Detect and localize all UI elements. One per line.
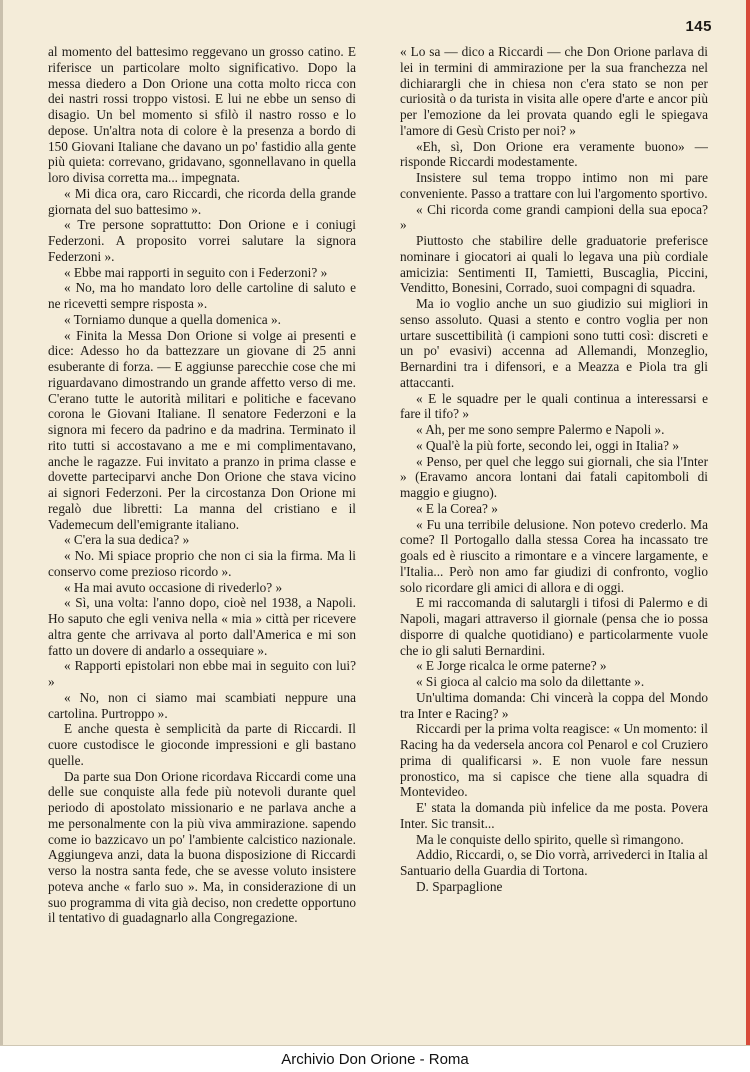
- paragraph: E mi raccomanda di salutargli i tifosi di Palermo e di Napoli, magari attraverso il giornale (pensa che io possa disporre di qualche quotidiano) e particolarmente vuole che io gli saluti Bernardini.: [400, 595, 708, 658]
- page-right-edge: [746, 0, 750, 1046]
- paragraph: « No, ma ho mandato loro delle cartoline di saluto e ne ricevetti sempre risposta ».: [48, 280, 356, 311]
- page-number: 145: [685, 18, 712, 35]
- paragraph: « No, non ci siamo mai scambiati neppure una cartolina. Purtroppo ».: [48, 689, 356, 721]
- archive-footer-text: Archivio Don Orione - Roma: [281, 1050, 469, 1068]
- paragraph: « Rapporti epistolari non ebbe mai in seguito con lui? »: [48, 658, 356, 689]
- paragraph: « Torniamo dunque a quella domenica ».: [63, 311, 282, 327]
- right-column: [400, 44, 708, 1034]
- paragraph: « Tre persone soprattutto: Don Orione e i coniugi Federzoni. A proposito vorrei salutare la signora Federzoni ».: [48, 217, 356, 264]
- paragraph: « Mi dica ora, caro Riccardi, che ricorda della grande giornata del suo battesimo ».: [48, 185, 356, 217]
- paragraph: «Eh, sì, Don Orione era veramente buono» — risponde Riccardi modestamente.: [400, 138, 708, 170]
- paragraph: Addio, Riccardi, o, se Dio vorrà, arrivederci in Italia al Santuario della Guardia di Tortona.: [400, 847, 708, 878]
- paragraph: « No. Mi spiace proprio che non ci sia la firma. Ma li conservo come prezioso ricordo ».: [48, 548, 356, 579]
- article-body: [48, 44, 708, 1034]
- paragraph: E' stata la domanda più infelice da me posta. Povera Inter. Sic transit...: [400, 800, 708, 831]
- paragraph: Da parte sua Don Orione ricordava Riccardi come una delle sue conquiste alla fede più notevoli durante quel periodo di apostolato missionario e ne parlava anche a me personalmente con la più viva ammirazione. sapendo come io bazzicavo un po' l'ambiente calcistico nazionale. Aggiungeva anzi, data la buona disposizione di Riccardi verso la nostra santa fede, che se avesse voluto insistere poteva anche « farlo suo ». Ma, in considerazione di un suo programma di vita già deciso, non credette opportuno il tentativo di guadagnarlo alla Congregazione.: [48, 768, 356, 926]
- paragraph: Riccardi per la prima volta reagisce: « Un momento: il Racing ha da vedersela ancora col Penarol e col Cruziero prima di qualificarsi ». E non vuole fare nessun pronostico, ma si capisce che tiene alla squadra di Montevideo.: [400, 721, 708, 800]
- paragraph: « Ha mai avuto occasione di rivederlo? »: [63, 579, 283, 595]
- paragraph: « E la Corea? »: [415, 500, 498, 516]
- paragraph: « Sì, una volta: l'anno dopo, cioè nel 1938, a Napoli. Ho saputo che egli veniva nella « mia » città per ricevere altra gente che arrivava al porto dall'America e mi son fatto un dovere di andarlo a ossequiare ».: [48, 595, 356, 658]
- paragraph: « Penso, per quel che leggo sui giornali, che sia l'Inter » (Eravamo ancora lontani dai fatali capitomboli di maggio e giugno).: [400, 453, 708, 500]
- paragraph: « Chi ricorda come grandi campioni della sua epoca? »: [400, 201, 708, 233]
- paragraph: « E Jorge ricalca le orme paterne? »: [415, 658, 607, 674]
- paragraph: « Ebbe mai rapporti in seguito con i Federzoni? »: [63, 264, 328, 280]
- paragraph: al momento del battesimo reggevano un grosso catino. E riferisce un particolare molto significativo. Dopo la messa diedero a Don Orione una cotta molto ricca con dei nastri rossi troppo vistosi. E lui ne ebbe un senso di disagio. Un bel momento si sfilò il nastro rosso e lo depose. Un'altra nota di colore è la presenza a bordo di 150 Giovani Italiane che davano un po' fastidio alla gente più quieta: correvano, gridavano, sgonnellavano in quella loro divisa corretta ma... impegnata.: [48, 44, 356, 185]
- paragraph: « Qual'è la più forte, secondo lei, oggi in Italia? »: [415, 437, 680, 453]
- author-signature: D. Sparpaglione: [415, 878, 503, 894]
- paragraph: « C'era la sua dedica? »: [63, 532, 190, 548]
- paragraph: « Si gioca al calcio ma solo da dilettante ».: [415, 674, 645, 689]
- paragraph: E anche questa è semplicità da parte di Riccardi. Il cuore custodisce le gioconde impressioni e gli bastano quelle.: [48, 721, 356, 768]
- paragraph: Un'ultima domanda: Chi vincerà la coppa del Mondo tra Inter e Racing? »: [400, 689, 708, 721]
- page-left-edge: [0, 0, 3, 1046]
- paragraph: Ma le conquiste dello spirito, quelle sì rimangono.: [415, 831, 684, 847]
- paragraph: « Lo sa — dico a Riccardi — che Don Orione parlava di lei in termini di ammirazione per la sua franchezza nel dichiarargli che in chiesa non c'era stato se non per curiosità o da turista in visita alle opere d'arte e ancor più per l'emozione da lei provata quando egli le spiegava l'amore di Gesù Cristo per noi? »: [400, 44, 708, 138]
- paragraph: « Ah, per me sono sempre Palermo e Napoli ».: [415, 422, 665, 437]
- paragraph: « Fu una terribile delusione. Non potevo crederlo. Ma come? Il Portogallo dalla stessa Corea ha incassato tre goals ed è riuscito a rimontare e a vincere largamente, e l'Italia... Però non amo far giudizi di confronto, voglio solo ricordare gli amici di allora e di oggi.: [400, 516, 708, 595]
- left-column: [48, 44, 356, 1034]
- paragraph: Insistere sul tema troppo intimo non mi pare conveniente. Passo a trattare con lui l'argomento sportivo.: [400, 170, 708, 201]
- archive-footer: [0, 1045, 750, 1072]
- paragraph: Ma io voglio anche un suo giudizio sui migliori in senso assoluto. Quasi a stento e contro voglia per non urtare suscettibilità (i campioni sono tutti così: discreti e un po' evasivi) accenna ad Allemandi, Monzeglio, Bernardini tra i difensori, e a Meazza e Piola tra gli attaccanti.: [400, 296, 708, 390]
- paragraph: « E le squadre per le quali continua a interessarsi e fare il tifo? »: [400, 390, 708, 422]
- paragraph: Piuttosto che stabilire delle graduatorie preferisce nominare i giocatori ai quali lo legava una più cordiale amicizia: Sentimenti II, Tamietti, Buscaglia, Piccini, Venditto, Bonesini, Corrado, suoi compagni di squadra.: [400, 233, 708, 296]
- paragraph: « Finita la Messa Don Orione si volge ai presenti e dice: Adesso ho da battezzare un giovane di 25 anni esuberante di forza. — E aggiunse parecchie cose che mi riguardavano dimostrando un grande affetto verso di me. C'erano tutte le autorità militari e politiche e facevano corona le Giovani Italiane. Il senatore Federzoni e la signora mi fecero da padrino e da madrina. Terminato il rito tutti si accostavano a me e mi complimentavano, anche le ragazze. Fui invitato a pranzo in prima classe e dovette parteciparvi anche Don Orione che stava vicino ai signori Federzoni. Per la circostanza Don Orione mi regalò due libretti: La manna del cristiano e il Vademecum dell'emigrante italiano.: [48, 327, 356, 532]
